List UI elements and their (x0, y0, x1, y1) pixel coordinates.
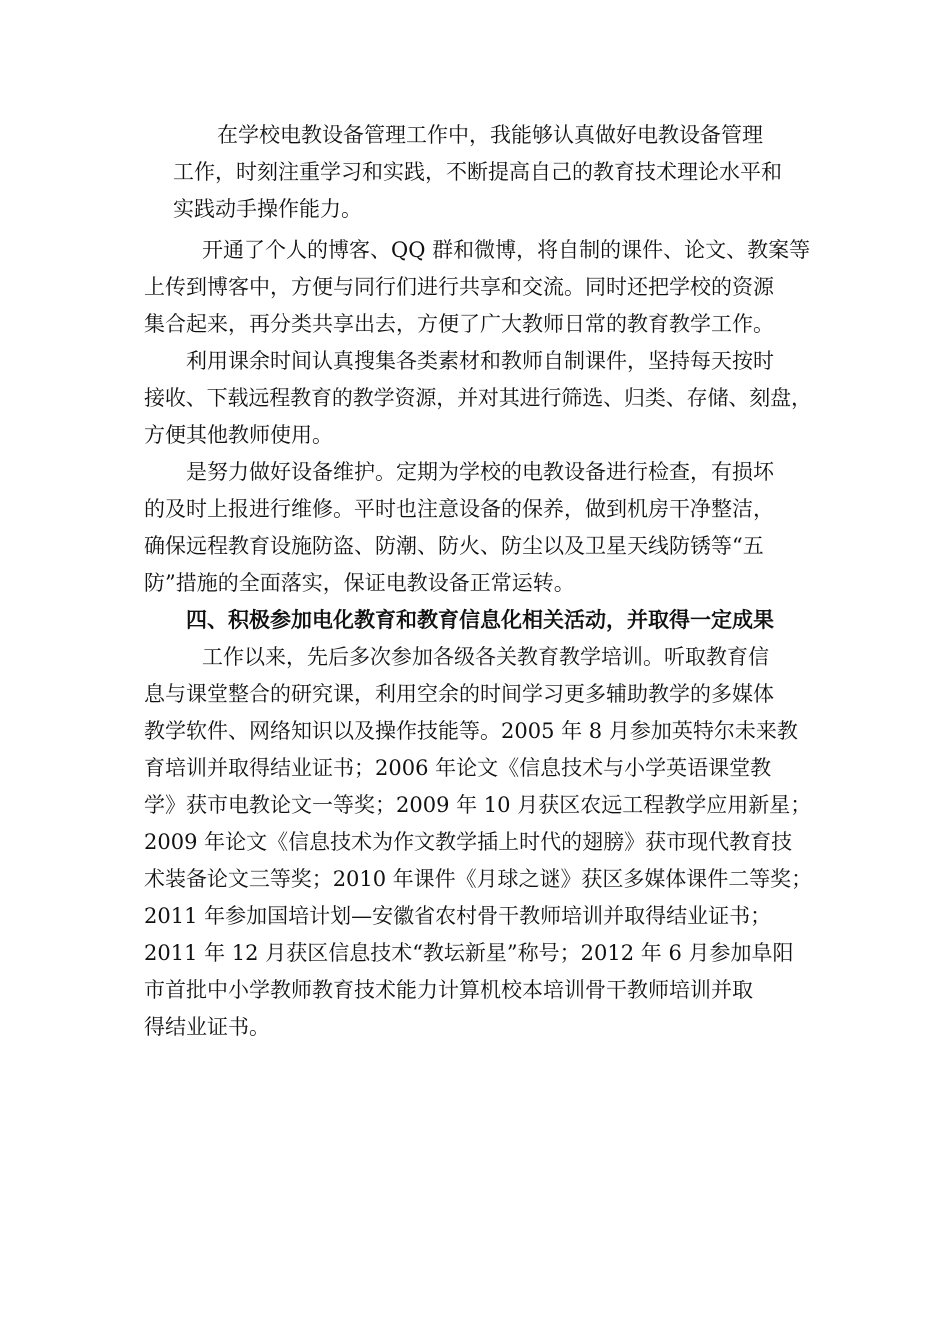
para-blog-sharing-line-1: 开通了个人的博客、QQ 群和微博，将自制的课件、论文、教案等 (202, 238, 811, 262)
para-achievements-line-4: 育培训并取得结业证书；2006 年论文《信息技术与小学英语课堂教 (144, 756, 772, 780)
para-maintenance-line-3: 确保远程教育设施防盗、防潮、防火、防尘以及卫星天线防锈等“五 (144, 534, 764, 558)
para-blog-sharing-line-2: 上传到博客中，方便与同行们进行共享和交流。同时还把学校的资源 (144, 275, 774, 299)
para-equipment-management-line-1: 在学校电教设备管理工作中，我能够认真做好电教设备管理 (217, 123, 763, 147)
para-achievements-line-9: 2011 年 12 月获区信息技术“教坛新星”称号；2012 年 6 月参加阜阳 (144, 941, 794, 965)
para-maintenance-line-4: 防”措施的全面落实，保证电教设备正常运转。 (144, 571, 575, 595)
para-achievements-line-11: 得结业证书。 (144, 1015, 270, 1039)
para-achievements-line-10: 市首批中小学教师教育技术能力计算机校本培训骨干教师培训并取 (144, 978, 753, 1002)
para-equipment-management-line-2: 工作，时刻注重学习和实践，不断提高自己的教育技术理论水平和 (173, 160, 782, 184)
para-achievements-line-8: 2011 年参加国培计划—安徽省农村骨干教师培训并取得结业证书； (144, 904, 772, 928)
section-heading: 四、积极参加电化教育和教育信息化相关活动，并取得一定成果 (186, 607, 774, 632)
para-maintenance-line-2: 的及时上报进行维修。平时也注意设备的保养，做到机房干净整洁， (144, 497, 774, 521)
para-achievements-line-3: 教学软件、网络知识以及操作技能等。2005 年 8 月参加英特尔未来教 (144, 719, 798, 743)
para-achievements-line-5: 学》获市电教论文一等奖；2009 年 10 月获区农远工程教学应用新星； (144, 793, 812, 817)
para-achievements-line-2: 息与课堂整合的研究课，利用空余的时间学习更多辅助教学的多媒体 (144, 682, 774, 706)
para-blog-sharing-line-3: 集合起来，再分类共享出去，方便了广大教师日常的教育教学工作。 (144, 312, 774, 336)
para-achievements-line-7: 术装备论文三等奖；2010 年课件《月球之谜》获区多媒体课件二等奖； (144, 867, 813, 891)
para-resource-collection-line-3: 方便其他教师使用。 (144, 423, 333, 447)
para-achievements-line-1: 工作以来，先后多次参加各级各关教育教学培训。听取教育信 (202, 645, 769, 669)
para-resource-collection-line-1: 利用课余时间认真搜集各类素材和教师自制课件，坚持每天按时 (186, 349, 774, 373)
para-equipment-management-line-3: 实践动手操作能力。 (173, 197, 362, 221)
para-maintenance-line-1: 是努力做好设备维护。定期为学校的电教设备进行检查，有损坏 (186, 460, 774, 484)
para-achievements-line-6: 2009 年论文《信息技术为作文教学插上时代的翅膀》获市现代教育技 (144, 830, 793, 854)
para-resource-collection-line-2: 接收、下载远程教育的教学资源，并对其进行筛选、归类、存储、刻盘， (144, 386, 812, 410)
